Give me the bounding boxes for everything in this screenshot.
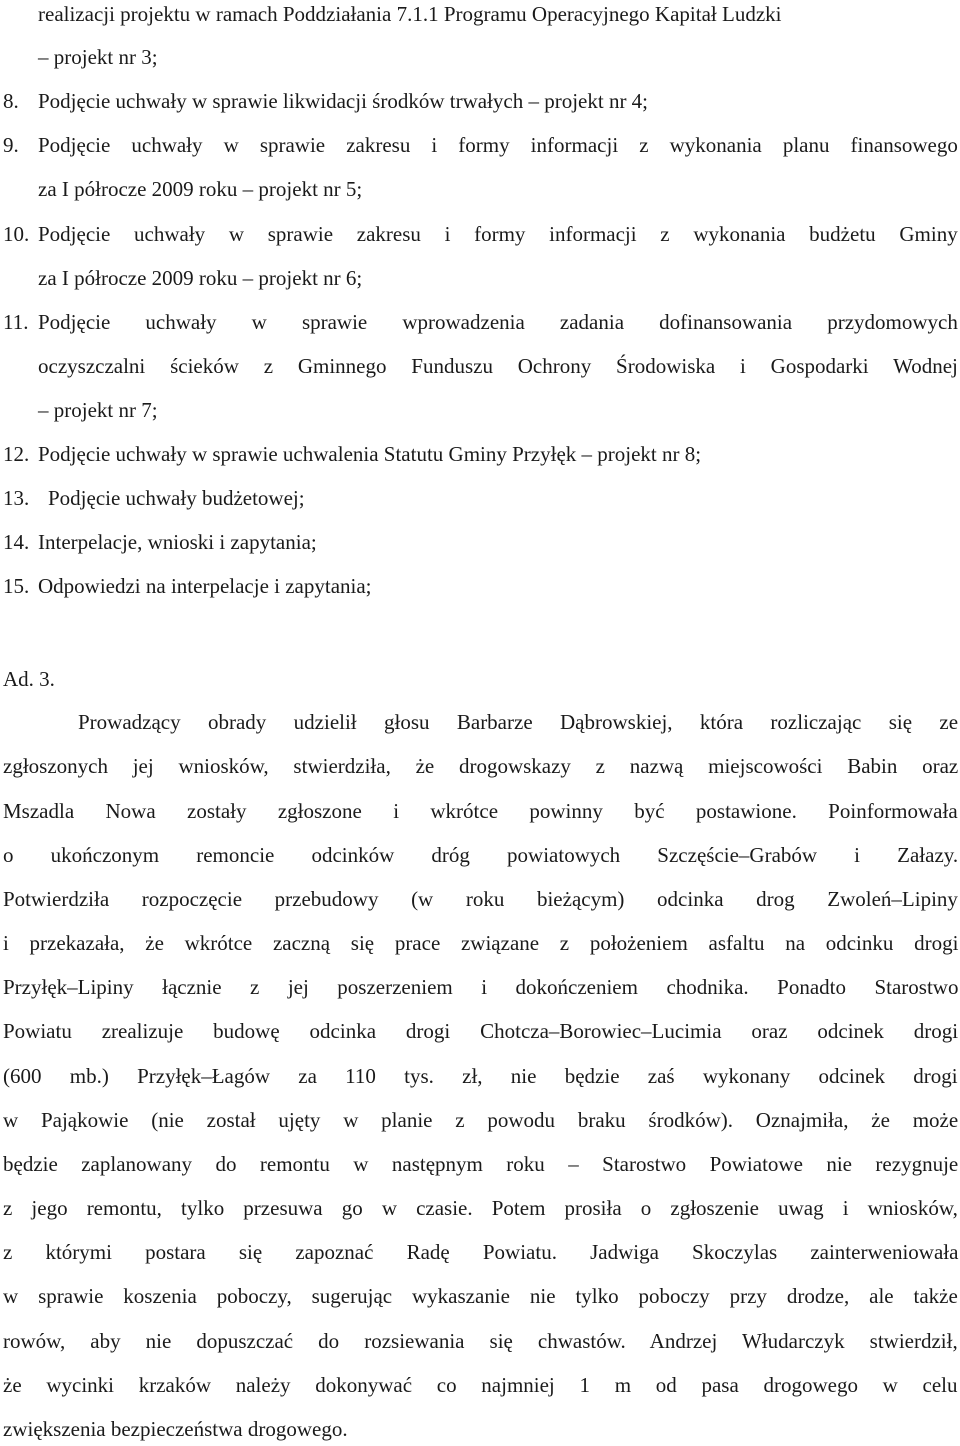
paragraph-line: Przyłęk–Lipiny łącznie z jej poszerzeniem i dokończeniem chodnika. Ponadto Starostwo <box>3 975 959 999</box>
agenda-item-14-number: 14. <box>3 530 30 554</box>
paragraph-line: w sprawie koszenia poboczy, sugerując wykaszanie nie tylko poboczy przy drodze, ale także <box>3 1284 958 1308</box>
paragraph-line: Mszadla Nowa zostały zgłoszone i wkrótce powinny być postawione. Poinformowała <box>3 799 958 823</box>
agenda-item-9-line-1: Podjęcie uchwały w sprawie zakresu i formy informacji z wykonania planu finansowego <box>38 133 958 157</box>
agenda-item-8-line-1: Podjęcie uchwały w sprawie likwidacji środków trwałych – projekt nr 4; <box>38 89 649 113</box>
paragraph-line: Prowadzący obrady udzielił głosu Barbarze Dąbrowskiej, która rozliczając się ze <box>78 710 959 734</box>
agenda-item-10-line-2: za I półrocze 2009 roku – projekt nr 6; <box>38 266 363 290</box>
agenda-item-11-line-1: Podjęcie uchwały w sprawie wprowadzenia zadania dofinansowania przydomowych <box>38 310 958 334</box>
paragraph-line: rowów, aby nie dopuszczać do rozsiewania się chwastów. Andrzej Włudarczyk stwierdził, <box>3 1329 958 1353</box>
agenda-item-11-line-2: oczyszczalni ścieków z Gminnego Funduszu Ochrony Środowiska i Gospodarki Wodnej <box>38 354 958 378</box>
agenda-item-11-line-3: – projekt nr 7; <box>38 398 158 422</box>
agenda-item-14-line-1: Interpelacje, wnioski i zapytania; <box>38 530 317 554</box>
agenda-item-10-line-1: Podjęcie uchwały w sprawie zakresu i formy informacji z wykonania budżetu Gminy <box>38 222 958 246</box>
agenda-item-15-line-1: Odpowiedzi na interpelacje i zapytania; <box>38 574 372 598</box>
paragraph-line: że wycinki krzaków należy dokonywać co najmniej 1 m od pasa drogowego w celu <box>3 1373 958 1397</box>
agenda-item-15-number: 15. <box>3 574 30 598</box>
agenda-item-11-number: 11. <box>3 310 29 334</box>
paragraph-line: z którymi postara się zapoznać Radę Powiatu. Jadwiga Skoczylas zainterweniowała <box>3 1240 959 1264</box>
agenda-item-9-line-2: za I półrocze 2009 roku – projekt nr 5; <box>38 177 363 201</box>
agenda-item-7-line-1: realizacji projektu w ramach Poddziałania 7.1.1 Programu Operacyjnego Kapitał Ludzki <box>38 2 782 26</box>
agenda-item-12-line-1: Podjęcie uchwały w sprawie uchwalenia Statutu Gminy Przyłęk – projekt nr 8; <box>38 442 702 466</box>
agenda-item-12-number: 12. <box>3 442 30 466</box>
paragraph-line: zwiększenia bezpieczeństwa drogowego. <box>3 1417 348 1441</box>
agenda-item-8-number: 8. <box>3 89 19 113</box>
agenda-item-7-line-2: – projekt nr 3; <box>38 45 158 69</box>
paragraph-line: Potwierdziła rozpoczęcie przebudowy (w roku bieżącym) odcinka drog Zwoleń–Lipiny <box>3 887 958 911</box>
section-heading: Ad. 3. <box>3 667 55 691</box>
agenda-item-10-number: 10. <box>3 222 30 246</box>
paragraph-line: o ukończonym remoncie odcinków dróg powiatowych Szczęście–Grabów i Załazy. <box>3 843 959 867</box>
agenda-item-13-number: 13. <box>3 486 30 510</box>
paragraph-line: (600 mb.) Przyłęk–Łagów za 110 tys. zł, nie będzie zaś wykonany odcinek drogi <box>3 1064 958 1088</box>
paragraph-line: i przekazała, że wkrótce zaczną się prace związane z położeniem asfaltu na odcinku drogi <box>3 931 959 955</box>
paragraph-line: w Pająkowie (nie został ujęty w planie z powodu braku środków). Oznajmiła, że może <box>3 1108 959 1132</box>
paragraph-line: Powiatu zrealizuje budowę odcinka drogi Chotcza–Borowiec–Lucimia oraz odcinek drogi <box>3 1019 959 1043</box>
agenda-item-9-number: 9. <box>3 133 19 157</box>
paragraph-line: będzie zaplanowany do remontu w następnym roku – Starostwo Powiatowe nie rezygnuje <box>3 1152 959 1176</box>
paragraph-line: z jego remontu, tylko przesuwa go w czasie. Potem prosiła o zgłoszenie uwag i wniosków, <box>3 1196 958 1220</box>
paragraph-line: zgłoszonych jej wniosków, stwierdziła, że drogowskazy z nazwą miejscowości Babin oraz <box>3 754 959 778</box>
agenda-item-13-line-1: Podjęcie uchwały budżetowej; <box>48 486 305 510</box>
